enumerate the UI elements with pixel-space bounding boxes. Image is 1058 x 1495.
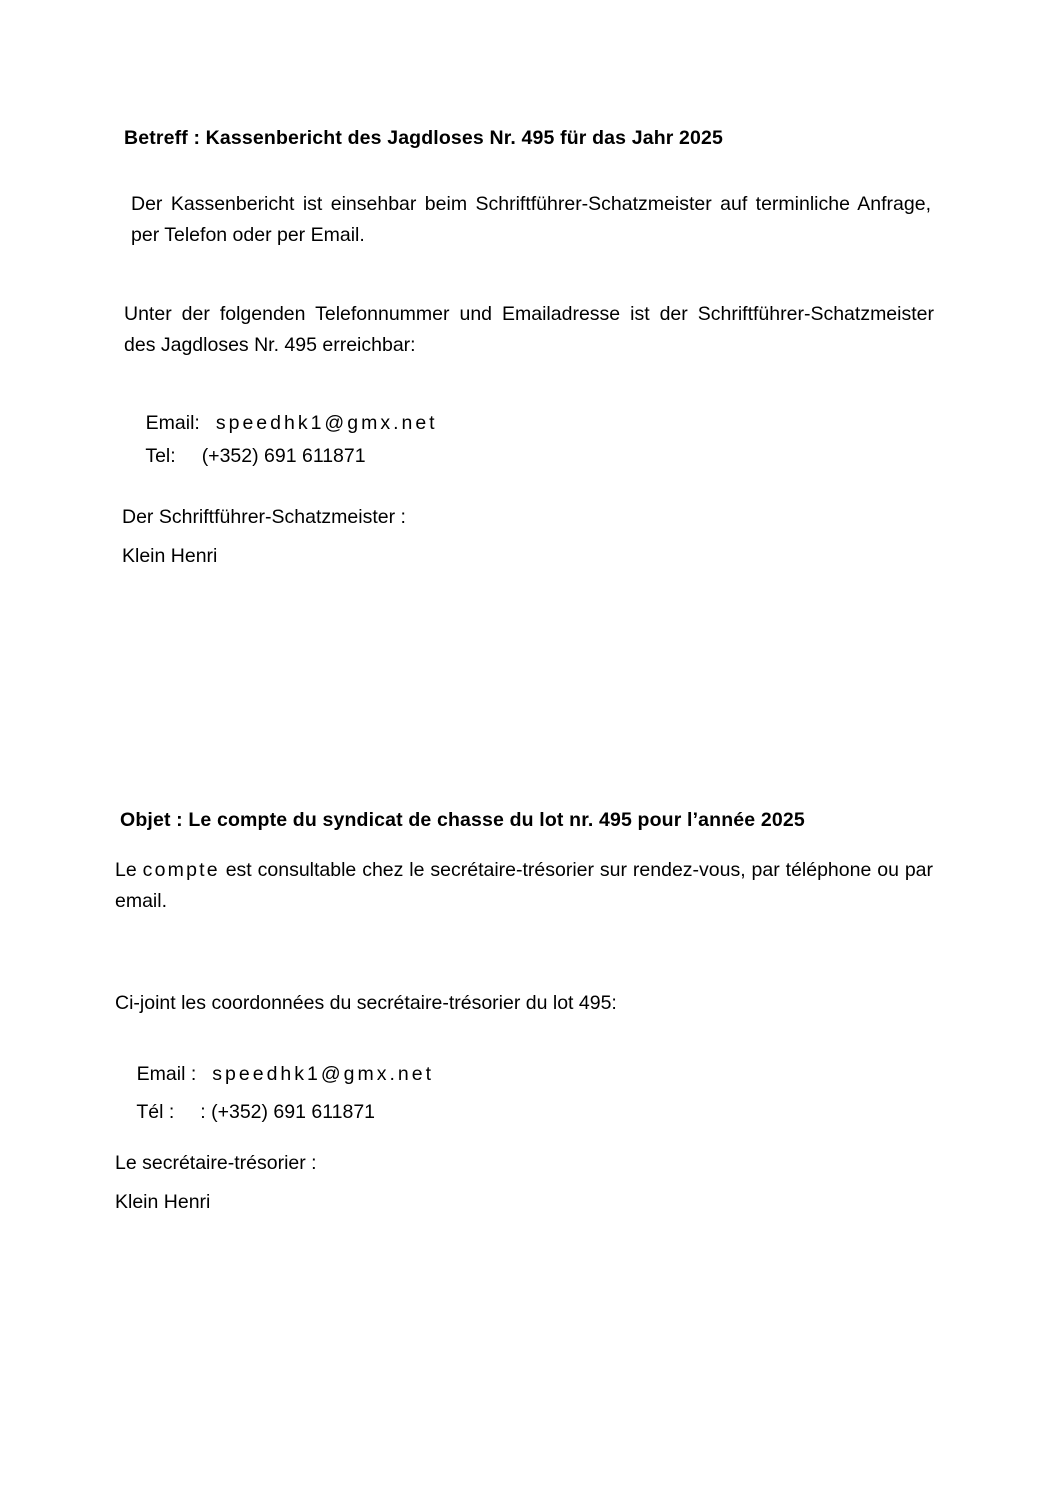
french-contact-intro: Ci-joint les coordonnées du secrétaire-trésorier du lot 495: <box>115 992 617 1014</box>
german-telephone-line <box>124 411 366 501</box>
french-telephone-value: : (+352) 691 611871 <box>200 1101 376 1123</box>
french-signature-name: Klein Henri <box>115 1191 211 1213</box>
french-paragraph-availability <box>115 855 933 917</box>
french-paragraph-rest: est consultable chez le secrétaire-trésorier sur rendez-vous, par téléphone ou par email. <box>115 859 934 912</box>
german-email-value: speedhk1@gmx.net <box>215 412 438 434</box>
german-paragraph-contact-intro: Unter der folgenden Telefonnummer und Emailadresse ist der Schriftführer-Schatzmeister des Jagdloses Nr. 495 erreichbar: <box>124 303 934 356</box>
french-telephone-line <box>115 1067 375 1157</box>
german-paragraph-availability: Der Kassenbericht ist einsehbar beim Schriftführer-Schatzmeister auf terminliche Anfrage, per Telefon oder per Email. <box>131 193 931 246</box>
french-paragraph-emphasis: compte <box>142 859 220 881</box>
french-subject-heading: Objet : Le compte du syndicat de chasse du lot nr. 495 pour l’année 2025 <box>120 809 805 831</box>
french-signature-role: Le secrétaire-trésorier : <box>115 1152 317 1174</box>
german-telephone-value: (+352) 691 611871 <box>201 445 366 467</box>
french-email-label: Email : <box>136 1063 197 1085</box>
german-telephone-label: Tel: <box>145 445 176 467</box>
german-signature-name: Klein Henri <box>122 545 218 567</box>
german-subject-heading: Betreff : Kassenbericht des Jagdloses Nr. 495 für das Jahr 2025 <box>124 127 724 149</box>
french-email-value: speedhk1@gmx.net <box>212 1063 435 1085</box>
french-paragraph-lead: Le <box>115 859 137 881</box>
german-signature-role: Der Schriftführer-Schatzmeister : <box>122 506 406 528</box>
german-email-label: Email: <box>145 412 200 434</box>
french-telephone-label: Tél : <box>136 1101 175 1123</box>
